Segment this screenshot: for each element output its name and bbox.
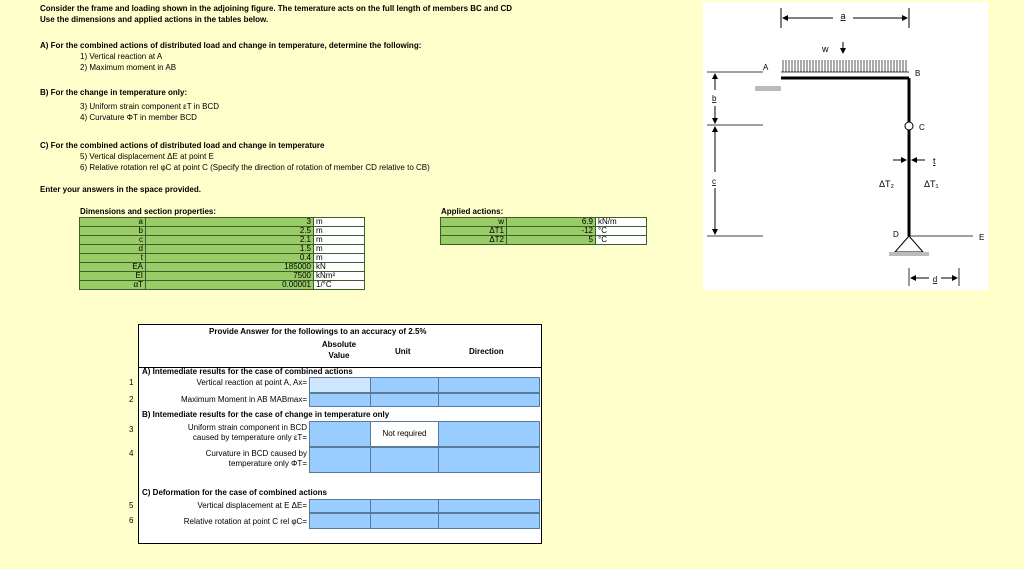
answer-title: Provide Answer for the followings to an accuracy of 2.5% [209,327,427,336]
dimension-unit: m [314,245,365,254]
label-c: c [712,177,716,186]
part-c-item-6: 6) Relative rotation rel φC at point C (Specify the direction of rotation of member CD relative to CB) [80,163,430,172]
distributed-load-hatch [783,60,906,72]
dimension-unit: m [314,236,365,245]
dimension-value[interactable]: 185000 [146,263,314,272]
row-3-label-line1: Uniform strain component in BCD [187,423,307,432]
frame-figure [703,2,988,290]
hinge-c [905,122,913,130]
row-3-label-line2: caused by temperature only εT= [192,433,307,442]
label-b: b [712,94,717,103]
r2-direction-input[interactable] [438,393,540,407]
action-value[interactable]: 5 [507,236,596,245]
dimension-value[interactable]: 1.5 [146,245,314,254]
part-b [40,87,219,123]
dimension-value[interactable]: 2.1 [146,236,314,245]
col-unit: Unit [395,347,411,356]
action-unit: kN/m [596,218,647,227]
dimension-value[interactable]: 3 [146,218,314,227]
frame-diagram [703,2,988,290]
action-symbol: ΔT2 [441,236,507,245]
row-4-label-line1: Curvature in BCD caused by [205,449,307,458]
row-2-label: Maximum Moment in AB MABmax= [180,395,307,404]
action-row [441,218,647,227]
r2-unit-input[interactable] [370,393,439,407]
dimension-value[interactable]: 7500 [146,272,314,281]
row-6-label: Relative rotation at point C rel φC= [183,517,307,526]
col-value-label: Value [328,351,350,360]
support-d-triangle [895,236,923,252]
label-dT1: ΔT₁ [924,179,939,189]
col-direction: Direction [469,347,504,356]
action-row [441,236,647,245]
label-D: D [893,230,899,239]
dimension-symbol: b [80,227,146,236]
r6-value-input[interactable] [309,513,371,529]
r4-unit-input[interactable] [370,447,439,473]
r3-direction-input[interactable] [438,421,540,447]
part-c-item-5: 5) Vertical displacement ΔE at point E [80,152,214,161]
action-unit: °C [596,227,647,236]
dimension-unit: 1/°C [314,281,365,290]
row-5-label: Vertical displacement at E ΔE= [197,501,307,510]
dimension-unit: m [314,227,365,236]
r4-value-input[interactable] [309,447,371,473]
section-c-heading: C) Deformation for the case of combined actions [142,488,327,497]
part-b-item-3: 3) Uniform strain component εT in BCD [80,102,220,111]
row-3-label [141,423,307,443]
row-4-label-line2: temperature only ΦT= [228,459,307,468]
dimension-symbol: t [80,254,146,263]
action-value[interactable]: -12 [507,227,596,236]
row-4-number: 4 [129,449,134,458]
dimension-symbol: a [80,218,146,227]
part-c-title: C) For the combined actions of distributed load and change in temperature [40,141,325,150]
row-1-number: 1 [129,378,134,387]
row-5-number: 5 [129,501,134,510]
dimension-row [80,281,365,290]
label-A: A [763,63,769,72]
row-4-label [141,449,307,469]
part-b-title: B) For the change in temperature only: [40,88,188,97]
dimension-symbol: d [80,245,146,254]
dimension-unit: m [314,218,365,227]
dimension-unit: kN [314,263,365,272]
part-a [40,40,421,73]
r4-direction-input[interactable] [438,447,540,473]
r5-direction-input[interactable] [438,499,540,513]
dimension-unit: m [314,254,365,263]
action-symbol: w [441,218,507,227]
r1-value-input[interactable] [309,377,371,393]
row-2-number: 2 [129,395,134,404]
r2-value-input[interactable] [309,393,371,407]
label-w: w [822,44,829,54]
col-absolute-label: Absolute [321,340,357,349]
action-row [441,227,647,236]
r3-unit-not-required: Not required [370,421,439,447]
part-a-item-1: 1) Vertical reaction at A [80,52,163,61]
actions-table [440,217,647,245]
action-value[interactable]: 6.9 [507,218,596,227]
r6-direction-input[interactable] [438,513,540,529]
label-dT2: ΔT₂ [879,179,895,189]
label-d: d [932,275,938,284]
part-a-title: A) For the combined actions of distributed load and change in temperature, determine the following: [40,41,422,50]
intro-line-1: Consider the frame and loading shown in the adjoining figure. The temerature acts on the full length of members BC and CD [40,4,513,13]
part-b-item-4: 4) Curvature ΦT in member BCD [80,113,197,122]
r1-unit-input[interactable] [370,377,439,393]
dimension-value[interactable]: 0.00001 [146,281,314,290]
problem-intro [40,3,512,25]
actions-title: Applied actions: [441,207,504,216]
dimensions-table [79,217,365,290]
label-C: C [919,123,925,132]
label-a: a [840,11,846,21]
r5-value-input[interactable] [309,499,371,513]
label-E: E [979,233,985,242]
col-absolute-value [309,339,369,361]
row-3-number: 3 [129,425,134,434]
r3-value-input[interactable] [309,421,371,447]
support-d-hatch [889,252,929,256]
dimension-unit: kNm² [314,272,365,281]
answer-table [129,324,542,544]
r1-direction-input[interactable] [438,377,540,393]
support-a-hatch [755,86,781,91]
section-b-heading: B) Intemediate results for the case of change in temperature only [142,410,390,419]
dimensions-title: Dimensions and section properties: [80,207,217,216]
row-1-label: Vertical reaction at point A, Ax= [196,378,307,387]
action-symbol: ΔT1 [441,227,507,236]
row-6-number: 6 [129,516,134,525]
r6-unit-input[interactable] [370,513,439,529]
dimension-symbol: EA [80,263,146,272]
label-t: t [933,156,936,166]
part-c [40,140,430,173]
enter-answers-note: Enter your answers in the space provided. [40,185,201,194]
dimension-symbol: αT [80,281,146,290]
dimension-value[interactable]: 2.5 [146,227,314,236]
part-a-item-2: 2) Maximum moment in AB [80,63,177,72]
dimension-symbol: EI [80,272,146,281]
answer-header [139,325,541,368]
dimension-symbol: c [80,236,146,245]
intro-line-2: Use the dimensions and applied actions in the tables below. [40,15,269,24]
section-a-heading: A) Intemediate results for the case of combined actions [142,367,353,376]
label-B: B [915,69,921,78]
action-unit: °C [596,236,647,245]
dimension-value[interactable]: 0.4 [146,254,314,263]
r5-unit-input[interactable] [370,499,439,513]
